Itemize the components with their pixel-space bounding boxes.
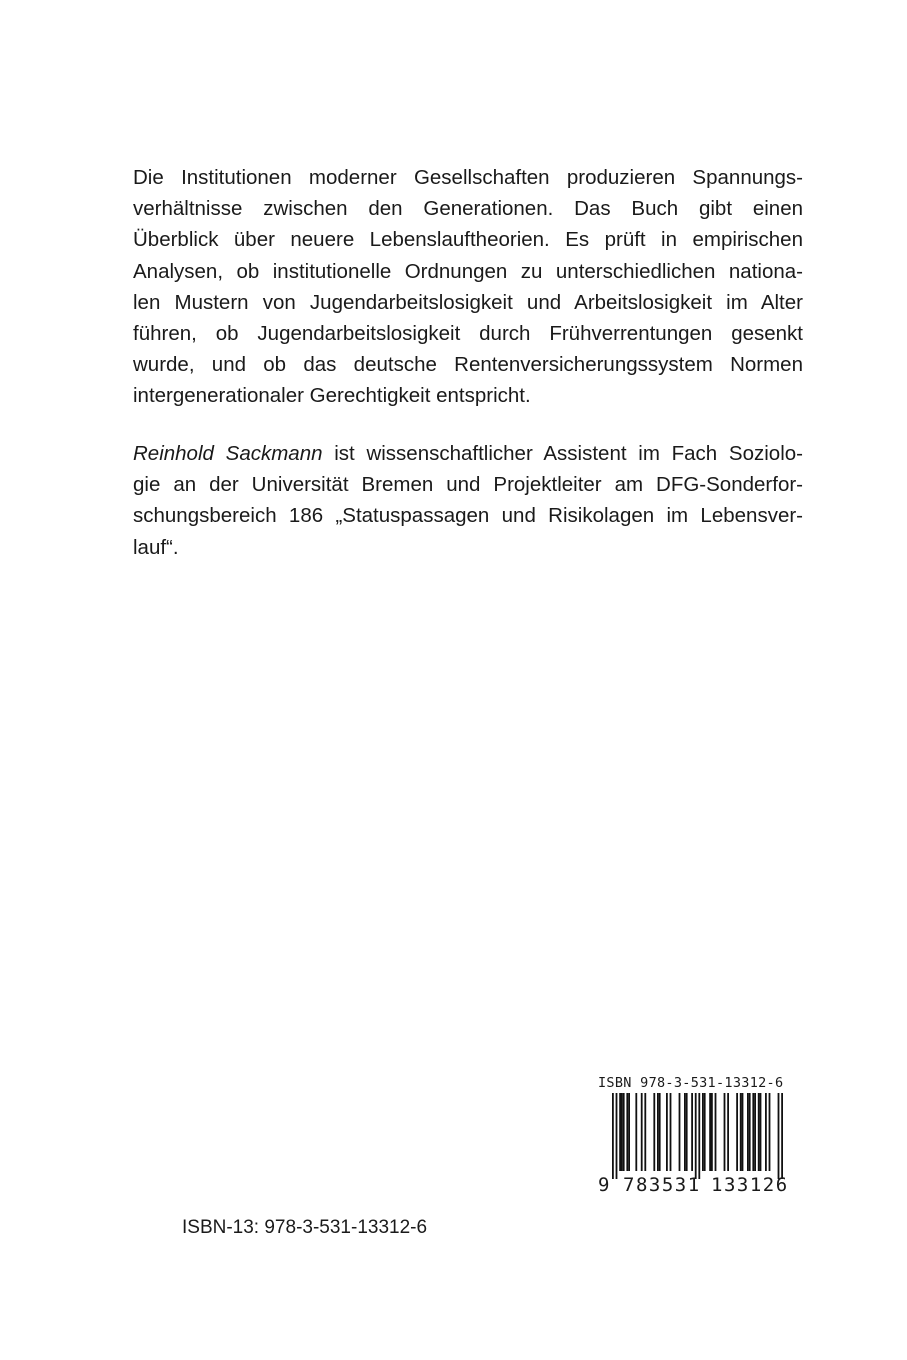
barcode-bar bbox=[628, 1093, 630, 1171]
barcode-bar bbox=[666, 1093, 668, 1171]
barcode-bar bbox=[747, 1093, 749, 1171]
blurb-line: intergenerationaler Gerechtigkeit entspricht. bbox=[133, 384, 531, 408]
barcode-isbn-label: ISBN 978-3-531-13312-6 bbox=[598, 1075, 784, 1091]
ean-barcode bbox=[598, 1093, 788, 1179]
barcode-bar bbox=[684, 1093, 686, 1171]
barcode-digits-right: 133126 bbox=[711, 1174, 789, 1196]
barcode-bar bbox=[635, 1093, 637, 1171]
author-bio-line: schungsbereich 186 „Statuspassagen und Risikolagen im Lebensver- bbox=[133, 504, 803, 528]
barcode-bar bbox=[760, 1093, 762, 1171]
barcode-bar bbox=[657, 1093, 659, 1171]
barcode-bar bbox=[765, 1093, 767, 1171]
barcode-bar bbox=[736, 1093, 738, 1171]
barcode-guard-bar bbox=[778, 1093, 780, 1179]
barcode-digits-left: 783531 bbox=[623, 1174, 701, 1196]
barcode-guard-bar bbox=[695, 1093, 697, 1179]
barcode-bar bbox=[626, 1093, 628, 1171]
barcode-bar bbox=[709, 1093, 711, 1171]
barcode-bar bbox=[752, 1093, 754, 1171]
barcode-digit-lead: 9 bbox=[598, 1174, 610, 1196]
author-bio-line bbox=[133, 438, 803, 469]
blurb-line: Die Institutionen moderner Gesellschaften produzieren Spannungs- bbox=[133, 166, 803, 189]
barcode-bar bbox=[702, 1093, 704, 1171]
barcode-bar bbox=[641, 1093, 643, 1171]
barcode-bar bbox=[659, 1093, 661, 1171]
blurb-line: verhältnisse zwischen den Generationen. Das Buch gibt einen bbox=[133, 197, 803, 221]
author-bio-paragraph bbox=[133, 438, 803, 563]
blurb-line: Überblick über neuere Lebenslauftheorien. Es prüft in empirischen bbox=[133, 228, 803, 252]
barcode-guard-bar bbox=[781, 1093, 783, 1179]
barcode-bar bbox=[704, 1093, 706, 1171]
isbn-13-label: ISBN-13: 978-3-531-13312-6 bbox=[182, 1217, 428, 1238]
blurb-paragraph bbox=[133, 162, 803, 412]
barcode-bar bbox=[727, 1093, 729, 1171]
barcode-bar bbox=[740, 1093, 742, 1171]
barcode-guard-bar bbox=[616, 1093, 618, 1179]
author-name: Reinhold Sackmann bbox=[133, 442, 323, 465]
author-bio-line: gie an der Universität Bremen und Projektleiter am DFG-Sonderfor- bbox=[133, 473, 803, 497]
barcode-bar bbox=[769, 1093, 771, 1171]
barcode-bar bbox=[691, 1093, 693, 1171]
barcode-bar bbox=[749, 1093, 751, 1171]
blurb-line: Analysen, ob institutionelle Ordnungen zu unterschiedlichen nationa- bbox=[133, 259, 803, 283]
barcode-bar bbox=[619, 1093, 621, 1171]
author-bio-line: lauf“. bbox=[133, 535, 179, 559]
author-bio-text: ist wissenschaftlicher Assistent im Fach Soziolo- bbox=[322, 442, 803, 465]
barcode-bar bbox=[653, 1093, 655, 1171]
barcode-bar bbox=[623, 1093, 625, 1171]
blurb-line: wurde, und ob das deutsche Rentenversicherungssystem Normen bbox=[133, 353, 803, 377]
barcode-bar bbox=[621, 1093, 623, 1171]
barcode-bar bbox=[686, 1093, 688, 1171]
barcode-bar bbox=[715, 1093, 717, 1171]
barcode-block bbox=[598, 1075, 818, 1197]
barcode-bar bbox=[742, 1093, 744, 1171]
blurb-line: führen, ob Jugendarbeitslosigkeit durch Frühverrentungen gesenkt bbox=[133, 322, 803, 346]
barcode-bar bbox=[644, 1093, 646, 1171]
barcode-bar bbox=[670, 1093, 672, 1171]
barcode-digits bbox=[598, 1175, 818, 1197]
barcode-bar bbox=[679, 1093, 681, 1171]
barcode-bar bbox=[711, 1093, 713, 1171]
barcode-guard-bar bbox=[612, 1093, 614, 1179]
barcode-bar bbox=[724, 1093, 726, 1171]
blurb-line: len Mustern von Jugendarbeitslosigkeit und Arbeitslosigkeit im Alter bbox=[133, 290, 803, 314]
barcode-guard-bar bbox=[698, 1093, 700, 1179]
barcode-bar bbox=[754, 1093, 756, 1171]
barcode-bar bbox=[758, 1093, 760, 1171]
